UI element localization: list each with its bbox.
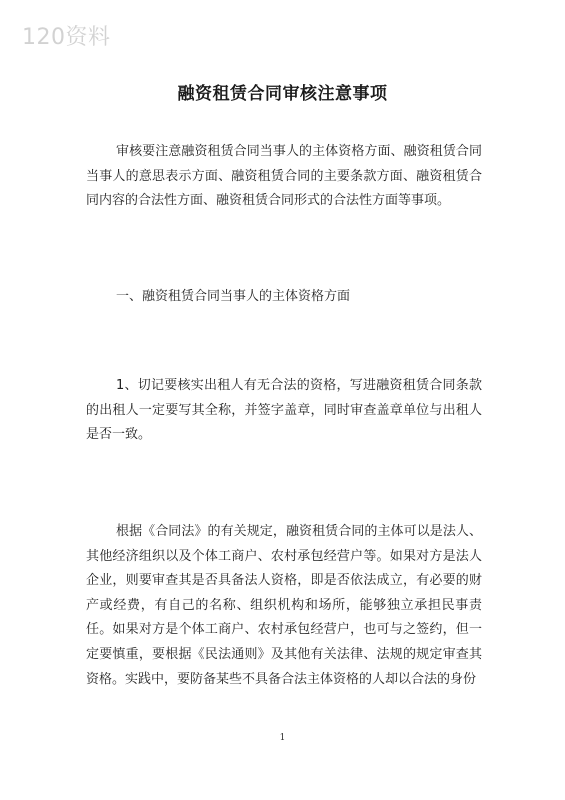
body-paragraph: 1、切记要核实出租人有无合法的资格，写进融资租赁合同条款的出租人一定要写其全称，并签字盖章，同时审查盖章单位与出租人是否一致。 xyxy=(86,378,482,443)
watermark: 120资料 xyxy=(22,25,111,50)
section-heading: 一、融资租赁合同当事人的主体资格方面 xyxy=(116,289,351,304)
body-paragraph: 根据《合同法》的有关规定，融资租赁合同的主体可以是法人、其他经济组织以及个体工商户、农村承包经营户等。如果对方是法人企业，则要审查其是否具备法人资格，即是否依法成立，有必要的财产或经费，有自己的名称、组织机构和场所，能够独立承担民事责任。如果对方是个体工商户、农村承包经营户，也可与之签约，但一定要慎重，要根据《民法通则》及其他有关法律、法规的规定审查其资格。实践中，要防备某些不具备合法主体资格的人却以合法的身份 xyxy=(86,524,482,687)
document-title: 融资租赁合同审核注意事项 xyxy=(177,84,388,104)
page-number: 1 xyxy=(279,733,286,743)
intro-paragraph: 审核要注意融资租赁合同当事人的主体资格方面、融资租赁合同当事人的意思表示方面、融资租赁合同的主要条款方面、融资租赁合同内容的合法性方面、融资租赁合同形式的合法性方面等事项。 xyxy=(86,144,482,209)
